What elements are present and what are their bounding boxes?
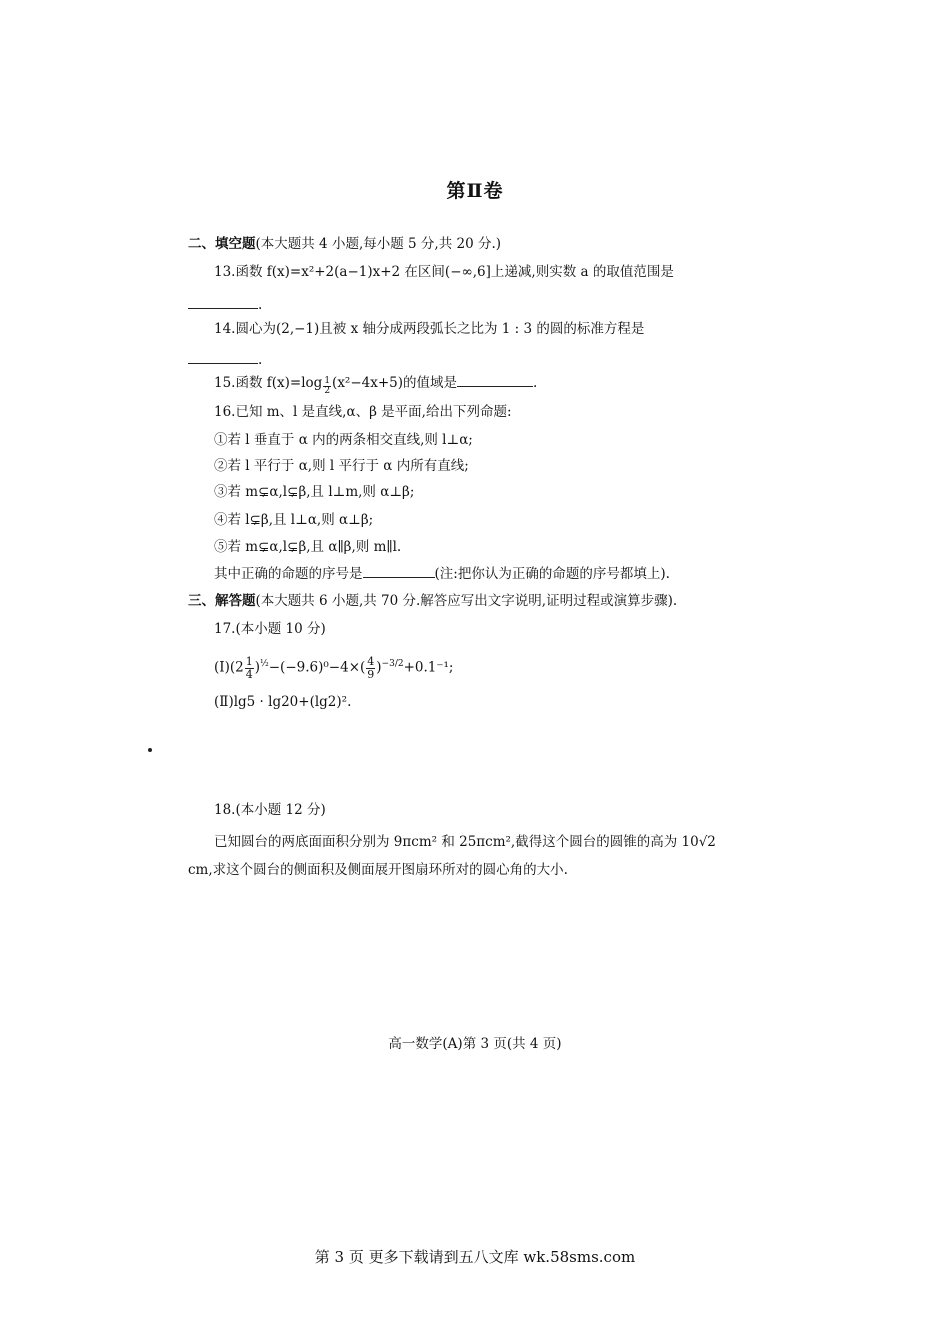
q16-item-2: ②若 l 平行于 α,则 l 平行于 α 内所有直线; — [214, 458, 469, 474]
page-footer: 高一数学(A)第 3 页(共 4 页) — [388, 1036, 562, 1052]
q13-blank — [188, 294, 258, 309]
q18-line1: 已知圆台的两底面面积分别为 9πcm² 和 25πcm²,截得这个圆台的圆锥的高为 10√2 — [214, 834, 716, 850]
section3-heading: 三、解答题 — [188, 593, 256, 609]
q16-answer-prefix: 其中正确的命题的序号是 — [214, 566, 363, 582]
q17-part2: (Ⅱ)lg5 · lg20+(lg2)². — [214, 694, 352, 710]
page-title: 第Ⅱ卷 — [446, 180, 504, 202]
q13-end: . — [258, 297, 263, 313]
q14-end: . — [258, 352, 263, 368]
q16-item-4: ④若 l⊊β,且 l⊥α,则 α⊥β; — [214, 512, 374, 528]
q17-frac-4-9: $\frac{4}{9}$ — [367, 654, 375, 681]
q14-blank — [188, 349, 258, 364]
q17-header: 17.(本小题 10 分) — [214, 621, 326, 637]
q15-line — [214, 372, 537, 396]
section2-note: (本大题共 4 小题,每小题 5 分,共 20 分.) — [255, 236, 502, 252]
q18-header: 18.(本小题 12 分) — [214, 802, 326, 818]
q16-item-3: ③若 m⊊α,l⊊β,且 l⊥m,则 α⊥β; — [214, 484, 415, 500]
section3-note: (本大题共 6 小题,共 70 分.解答应写出文字说明,证明过程或演算步骤). — [255, 593, 678, 609]
q16-stem: 16.已知 m、l 是直线,α、β 是平面,给出下列命题: — [214, 404, 512, 420]
q17-frac-1-4: $\frac{1}{4}$ — [245, 654, 253, 681]
section3-heading-line — [188, 591, 677, 611]
q17-part1: (Ⅰ)(2 $\frac{1}{4}$ )$^{\frac{1}{2}}$−(−9.6)⁰−4×( $\frac{4}{9}$ )$^{-3/2}$+0.1⁻¹; — [214, 654, 454, 681]
q16-answer-suffix: (注:把你认为正确的命题的序号都填上). — [434, 566, 670, 582]
q16-item-5: ⑤若 m⊊α,l⊊β,且 α∥β,则 m∥l. — [214, 539, 402, 555]
q16-item-1: ①若 l 垂直于 α 内的两条相交直线,则 l⊥α; — [214, 432, 473, 448]
q15-suffix: (x²−4x+5)的值域是 — [332, 375, 458, 391]
q15-end: . — [533, 375, 538, 391]
q16-answer-line — [214, 563, 670, 584]
watermark-footer: 第 3 页 更多下载请到五八文库 wk.58sms.com — [314, 1248, 636, 1266]
q15-blank — [457, 372, 533, 387]
q18-line2: cm,求这个圆台的侧面积及侧面展开图扇环所对的圆心角的大小. — [188, 862, 568, 878]
q13-text: 13.函数 f(x)=x²+2(a−1)x+2 在区间(−∞,6]上递减,则实数 a 的取值范围是 — [214, 264, 674, 280]
q13-answer-line — [188, 294, 262, 315]
q16-blank — [363, 563, 435, 578]
scan-speck — [148, 748, 152, 752]
q15-log-base: $\frac{1}{2}$ — [324, 376, 331, 396]
q15-prefix: 15.函数 f(x)=log — [214, 375, 323, 391]
q14-text: 14.圆心为(2,−1)且被 x 轴分成两段弧长之比为 1 : 3 的圆的标准方程是 — [214, 321, 645, 337]
section2-heading-line — [188, 234, 501, 254]
section2-heading: 二、填空题 — [188, 236, 256, 252]
q14-answer-line — [188, 349, 262, 370]
